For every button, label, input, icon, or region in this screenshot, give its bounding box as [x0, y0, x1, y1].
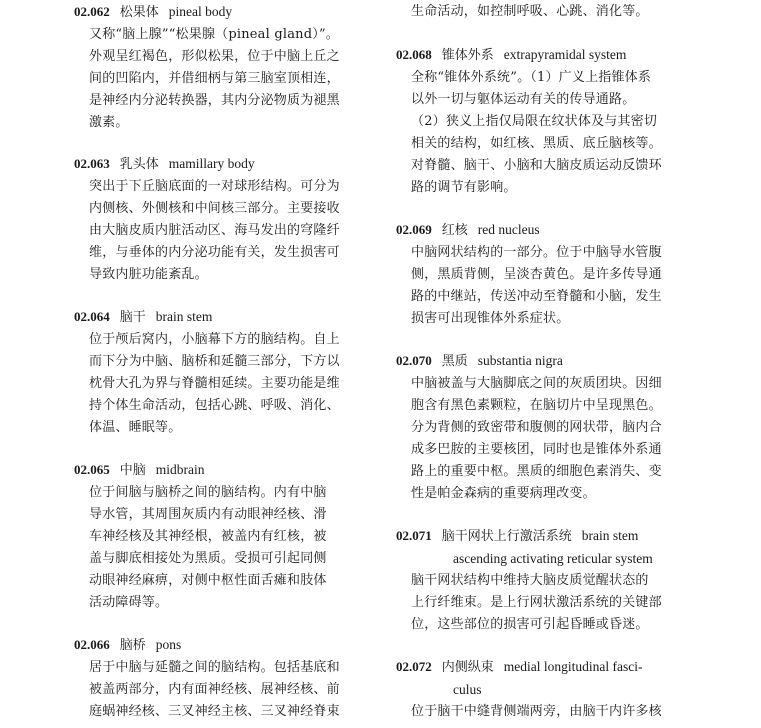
entry-term: 内侧纵束 — [441, 660, 494, 675]
entry-english: extrapyramidal system — [503, 47, 627, 62]
entry-heading — [74, 1, 374, 24]
definition-line: 对脊髓、脑干、小脑和大脑皮质运动反馈环 — [411, 158, 662, 173]
definition-line: 位，这些部位的损害可引起昏睡或昏迷。 — [411, 617, 649, 632]
entry-definition — [411, 373, 696, 505]
entry-heading — [74, 634, 374, 657]
definition-line: 性是帕金森病的重要病理改变。 — [411, 486, 596, 501]
entry-number: 02.066 — [74, 637, 110, 652]
entry-english: midbrain — [155, 462, 205, 477]
definition-line: 动眼神经麻痹，对侧中枢性面舌瘫和肢体 — [89, 573, 327, 588]
definition-line: 外观呈红褐色，形似松果，位于中脑上丘之 — [89, 49, 340, 64]
entry-english: red nucleus — [477, 222, 540, 237]
definition-line: 生命活动，如控制呼吸、心跳、消化等。 — [411, 4, 649, 19]
entry-term: 脑桥 — [119, 638, 146, 653]
definition-line: 盖与脚底相接处为黑质。受损可引起同侧 — [89, 551, 327, 566]
entry-definition — [89, 657, 374, 723]
entry-definition — [411, 242, 696, 330]
entry-02-070 — [396, 350, 696, 505]
entry-english-continued: culus — [453, 682, 482, 697]
definition-line: 相关的结构，如红核、黑质、底丘脑核等。 — [411, 136, 662, 151]
entry-definition — [411, 1, 696, 23]
definition-line: 导水管，其周围灰质内有动眼神经核、滑 — [89, 507, 327, 522]
entry-heading — [396, 525, 696, 570]
definition-line: 居于中脑与延髓之间的脑结构。包括基底和 — [89, 660, 340, 675]
definition-line: 侧，黑质背侧，呈淡杏黄色。是许多传导通 — [411, 267, 662, 282]
definition-line: 激素。 — [89, 115, 129, 130]
entry-02-064 — [74, 306, 374, 439]
definition-line: 被盖两部分，内有面神经核、展神经核、前 — [89, 682, 340, 697]
entry-english: brain stem — [581, 528, 639, 543]
definition-line: 全称“锥体外系统”。（1）广义上指锥体系 — [411, 70, 652, 85]
entry-number: 02.064 — [74, 309, 110, 324]
entry-english-continued: ascending activating reticular system — [453, 551, 653, 566]
entry-02-072 — [396, 656, 696, 723]
definition-line: 脑干网状结构中维持大脑皮质觉醒状态的 — [411, 573, 649, 588]
entry-english: mamillary body — [168, 156, 255, 171]
definition-line: 间的凹陷内，并借细柄与第三脑室顶相连， — [89, 71, 340, 86]
definition-line: 上行纤维束。是上行网状激活系统的关键部 — [411, 595, 662, 610]
entry-02-068 — [396, 44, 696, 199]
entry-definition — [411, 67, 696, 199]
entry-02-065 — [74, 459, 374, 614]
definition-line: 成多巴胺的主要核团，同时也是锥体外系通 — [411, 442, 662, 457]
entry-number: 02.063 — [74, 156, 110, 171]
entry-english: medial longitudinal fasci- — [503, 659, 643, 674]
entry-number: 02.062 — [74, 4, 110, 19]
entry-definition — [411, 701, 696, 723]
entry-definition — [89, 24, 374, 134]
entry-heading — [396, 44, 696, 67]
definition-line: 活动障碍等。 — [89, 595, 169, 610]
entry-number: 02.069 — [396, 222, 432, 237]
definition-line: 中脑被盖与大脑脚底之间的灰质团块。因细 — [411, 376, 662, 391]
definition-line: 位于颅后窝内，小脑幕下方的脑结构。自上 — [89, 332, 340, 347]
entry-02-063 — [74, 153, 374, 286]
definition-line: 是神经内分泌转换器，其内分泌物质为褪黑 — [89, 93, 340, 108]
definition-line: 持个体生命活动，包括心跳、呼吸、消化、 — [89, 398, 340, 413]
entry-02-071 — [396, 525, 696, 636]
entry-term: 脑干 — [119, 310, 146, 325]
entry-number: 02.072 — [396, 659, 432, 674]
entry-english: substantia nigra — [477, 353, 563, 368]
definition-line: 枕骨大孔为界与脊髓相延续。主要功能是维 — [89, 376, 340, 391]
definition-line: 由大脑皮质内脏活动区、海马发出的穹隆纤 — [89, 223, 340, 238]
entry-continuation — [396, 1, 696, 23]
definition-line: 分为背侧的致密带和腹侧的网状带，脑内合 — [411, 420, 662, 435]
entry-definition — [89, 482, 374, 614]
definition-line: 位于间脑与脑桥之间的脑结构。内有中脑 — [89, 485, 327, 500]
definition-line: 维，与垂体的内分泌功能有关，发生损害可 — [89, 245, 340, 260]
definition-line: 以外一切与躯体运动有关的传导通路。 — [411, 92, 636, 107]
entry-number: 02.070 — [396, 353, 432, 368]
definition-line: 突出于下丘脑底面的一对球形结构。可分为 — [89, 179, 340, 194]
definition-line: 路上的重要中枢。黑质的细胞色素消失、变 — [411, 464, 662, 479]
definition-line: 损害可出现锥体外系症状。 — [411, 311, 570, 326]
entry-definition — [89, 176, 374, 286]
entry-02-069 — [396, 219, 696, 330]
definition-line: 导致内脏功能紊乱。 — [89, 267, 208, 282]
entry-heading — [74, 153, 374, 176]
entry-02-066 — [74, 634, 374, 723]
entry-term: 乳头体 — [119, 157, 159, 172]
entry-number: 02.068 — [396, 47, 432, 62]
entry-term: 锥体外系 — [441, 48, 494, 63]
entry-number: 02.071 — [396, 528, 432, 543]
entry-heading — [396, 219, 696, 242]
entry-02-062 — [74, 1, 374, 134]
entry-term: 脑干网状上行激活系统 — [441, 529, 572, 544]
definition-line: 胞含有黑色素颗粒，在脑切片中呈现黑色。 — [411, 398, 662, 413]
definition-line: 路的中继站，传送冲动至脊髓和小脑，发生 — [411, 289, 662, 304]
definition-line: 又称“脑上腺”“松果腺（pineal gland）”。 — [89, 27, 339, 42]
entry-heading — [396, 350, 696, 373]
entry-heading — [396, 656, 696, 701]
definition-line: 庭蜗神经核、三叉神经主核、三叉神经脊束 — [89, 704, 340, 719]
definition-line: 中脑网状结构的一部分。位于中脑导水管腹 — [411, 245, 662, 260]
definition-line: （2）狭义上指仅局限在纹状体及与其密切 — [411, 114, 658, 129]
definition-line: 车神经核及其神经根，被盖内有红核，被 — [89, 529, 327, 544]
entry-heading — [74, 459, 374, 482]
definition-line: 内侧核、外侧核和中间核三部分。主要接收 — [89, 201, 340, 216]
entry-definition — [89, 329, 374, 439]
entry-term: 中脑 — [119, 463, 146, 478]
definition-line: 而下分为中脑、脑桥和延髓三部分，下方以 — [89, 354, 340, 369]
entry-term: 红核 — [441, 223, 468, 238]
definition-line: 体温、睡眠等。 — [89, 420, 182, 435]
entry-heading — [74, 306, 374, 329]
entry-term: 黑质 — [441, 354, 468, 369]
entry-number: 02.065 — [74, 462, 110, 477]
entry-english: brain stem — [155, 309, 213, 324]
entry-term: 松果体 — [119, 5, 159, 20]
entry-definition — [411, 570, 696, 636]
entry-english: pons — [155, 637, 182, 652]
entry-english: pineal body — [168, 4, 233, 19]
definition-line: 路的调节有影响。 — [411, 180, 517, 195]
definition-line: 位于脑干中缝背侧端两旁，由脑干内许多核 — [411, 704, 662, 719]
